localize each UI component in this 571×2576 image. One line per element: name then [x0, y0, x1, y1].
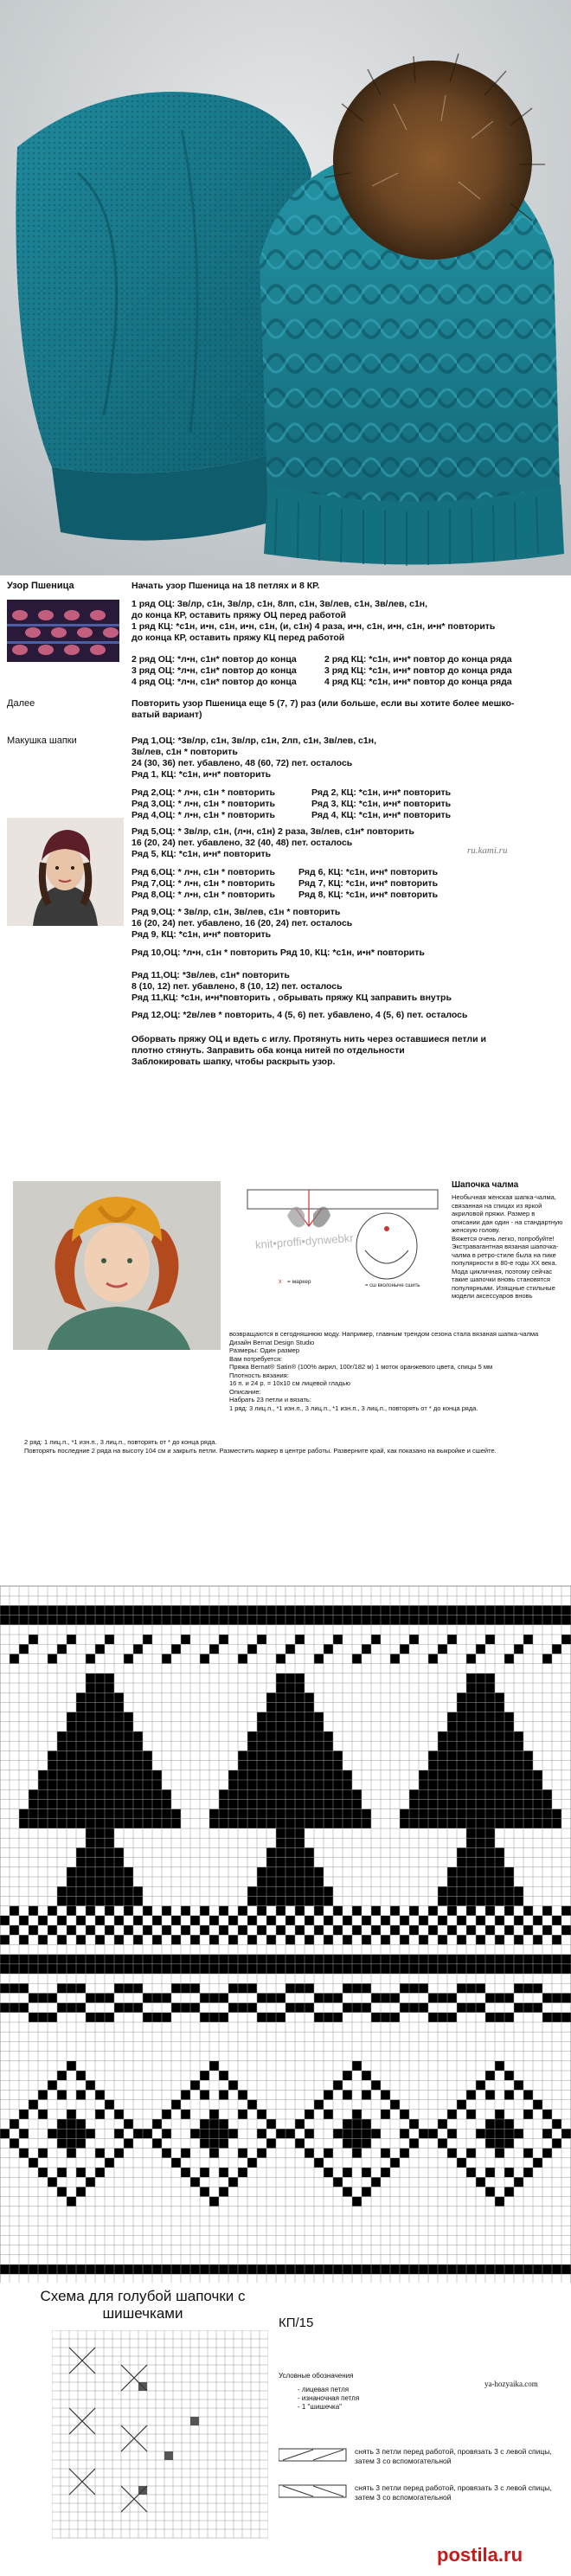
wheat-rows-1: 1 ряд ОЦ: 3в/лр, с1н, 3в/лр, с1н, 8лп, с1н, 3в/лев, с1н, 3в/лев, с1н, до конца КР, оставить пряжу ОЦ перед работой 1 ряд КЦ: *с1н, и•н, с1н, и•н, с1н, (и, с1н) 4 раза, и•н, с1н, и•н, с1н, и•н* повторить до конца КР, оставить пряжу КЦ перед работой [132, 599, 496, 643]
turban-section [0, 1181, 571, 1562]
crown-row-1: Ряд 1,ОЦ: *3в/лр, с1н, 3в/лр, с1н, 2лп, с1н, 3в/лев, с1н, 3в/лев, с1н * повторить 24 (30, 36) пет. убавлено, 48 (60, 72) пет. осталось Ряд 1, КЦ: *с1н, и•н* повторить [132, 736, 376, 780]
crown-rows-6-8-oc: Ряд 6,ОЦ: * л•н, с1н * повторить Ряд 7,ОЦ: * л•н, с1н * повторить Ряд 8,ОЦ: * л•н, с1н * повторить [132, 867, 276, 900]
crown-label: Макушка шапки [7, 736, 77, 746]
legend-item-knit: - лицевая петля [298, 2386, 350, 2393]
hats-photo [0, 0, 571, 575]
sew-legend: = сш вколоныче сшить [365, 1283, 420, 1288]
legend-item-bobble: - 1 "шишечка" [298, 2403, 343, 2411]
wheat-rows-2-4-oc: 2 ряд ОЦ: *л•н, с1н* повтор до конца 3 ряд ОЦ: *л•н, с1н* повтор до конца 4 ряд ОЦ: *л•н, с1н* повтор до конца [132, 654, 297, 687]
ya-hozyaika-site: ya-hozyaika.com [484, 2380, 538, 2388]
marker-legend: = маркер [287, 1279, 311, 1285]
crown-rows-2-4-oc: Ряд 2,ОЦ: * л•н, с1н * повторить Ряд 3,ОЦ: * л•н, с1н * повторить Ряд 4,ОЦ: * л•н, с1н * повторить [132, 787, 276, 820]
blue-hat-scheme-section [0, 2283, 571, 2576]
wheat-label: Узор Пшеница [7, 581, 74, 591]
turban-title: Шапочка чалма [452, 1180, 519, 1190]
scheme-grid [52, 2330, 268, 2542]
wheat-rows-2-4-kc: 2 ряд КЦ: *с1н, и•н* повтор до конца ряда 3 ряд КЦ: *с1н, и•н* повтор до конца ряда 4 ряд КЦ: *с1н, и•н* повтор до конца ряда [324, 654, 512, 687]
wheat-intro: Начать узор Пшеница на 18 петлях и 8 КР. [132, 581, 320, 591]
cable-symbol-1 [279, 2447, 348, 2464]
crown-rows-2-4-kc: Ряд 2, КЦ: *с1н, и•н* повторить Ряд 3, КЦ: *с1н, и•н* повторить Ряд 4, КЦ: *с1н, и•н* повторить [311, 787, 452, 820]
wheat-pattern-section [0, 575, 571, 1181]
crown-row-12: Ряд 12,ОЦ: *2в/лев * повторить, 4 (5, 6) пет. убавлено, 4 (5, 6) пет. осталось [132, 1010, 468, 1020]
crown-rows-6-8-kc: Ряд 6, КЦ: *с1н, и•н* повторить Ряд 7, КЦ: *с1н, и•н* повторить Ряд 8, КЦ: *с1н, и•н* повторить [298, 867, 439, 900]
scheme-code: КП/15 [279, 2316, 314, 2330]
turban-watermark: knit•proffi•dynwebkr [254, 1231, 355, 1251]
crown-row-5: Ряд 5,ОЦ: * 3в/лр, с1н, (л•н, с1н) 2 раза, 3в/лев, с1н* повторить 16 (20, 24) пет. убавлено, 32 (40, 48) пет. осталось Ряд 5, КЦ: *с1н, и•н* повторить [132, 826, 414, 859]
scheme-legend [279, 2372, 359, 2412]
cable-symbol-2 [279, 2483, 348, 2501]
svg-text:x: x [279, 1279, 282, 1285]
fair-isle-grid [0, 1582, 571, 2283]
next-text: Повторить узор Пшеница еще 5 (7, 7) раз (или больше, если вы хотите более мешко- ватый вариант) [132, 698, 515, 720]
crown-finish: Оборвать пряжу ОЦ и вдеть с иглу. Протянуть нить через оставшиеся петли и плотно стянуть. Заправить оба конца нитей по отдельности Заблокировать шапку, чтобы раскрыть узор. [132, 1034, 486, 1067]
fair-isle-chart [0, 1582, 571, 2283]
next-label: Далее [7, 698, 35, 709]
cable-rule-2: снять 3 петли перед работой, провязать 3 с левой спицы, затем 3 со вспомогательной [355, 2483, 552, 2502]
woman-in-hat-photo [7, 818, 124, 929]
crown-row-11: Ряд 11,ОЦ: *3в/лев, с1н* повторить 8 (10, 12) пет. убавлено, 8 (10, 12) пет. осталось Ряд 11,КЦ: *с1н, и•н*повторить , обрывать пряжу КЦ заправить внутрь [132, 970, 452, 1003]
crown-row-9: Ряд 9,ОЦ: * 3в/лр, с1н, 3в/лев, с1н * повторить 16 (20, 24) пет. убавлено, 16 (20, 24) пет. осталось Ряд 9, КЦ: *с1н, и•н* повторить [132, 907, 353, 940]
turban-description: Необычная женская шапка-чалма, связанная на спицах из яркой акриловой пряжи. Размер в описании дан один - на стандартную женскую голову. Вяжется очень легко, попробуйте! Экстравагантная вязаная шапочка-чалма в ретро-стиле была на пике популярности в 80-е годы XX века. Мода цикличная, поэтому сейчас такие шапочки вновь становятся популярными. Изящные стильные модели аксессуаров вновь [452, 1193, 563, 1300]
crown-row-10: Ряд 10,ОЦ: *л•н, с1н * повторить Ряд 10, КЦ: *с1н, и•н* повторить [132, 948, 425, 958]
ru-kami-site: ru.kami.ru [467, 845, 508, 856]
turban-woman-photo [13, 1181, 221, 1350]
wheat-swatch-photo [7, 600, 119, 665]
cable-rule-1: снять 3 петли перед работой, провязать 3 с левой спицы, затем 3 со вспомогательной [355, 2447, 552, 2465]
postila-watermark: postila.ru [437, 2544, 523, 2566]
legend-item-purl: - изнаночная петля [298, 2394, 360, 2402]
scheme-title: Схема для голубой шапочки с шишечками [40, 2288, 246, 2322]
legend-title: Условные обозначения [279, 2372, 354, 2380]
turban-instructions: возвращаются в сегодняшнюю моду. Например, главным трендом сезона стала вязаная шапка-чалма Дизайн Bernat Design Studio Размеры: Один размер Вам потребуется: Пряжа Bernat® Satin® (100% акрил, 100г/182 м) 1 моток оранжевого цвета, спицы 5 мм Плотность вязания: 16 п. и 24 р. = 10х10 см лицевой гладью Описание: Набрать 23 петли и вязать: 1 ряд: 3 лиц.п., *1 изн.п., 3 лиц.п., *1 изн.п., 3 лиц.п., повторять от * до конца ряда. [229, 1330, 539, 1412]
hats-illustration [0, 0, 571, 575]
turban-footer-instructions: 2 ряд: 1 лиц.п., *1 изн.п., 3 лиц.п., повторять от * до конца ряда. Повторять последние 2 ряда на высоту 104 см и закрыть петли. Разместить маркер в центре работы. Разверните край, как показано на выкройке и сшейте. [24, 1438, 497, 1455]
